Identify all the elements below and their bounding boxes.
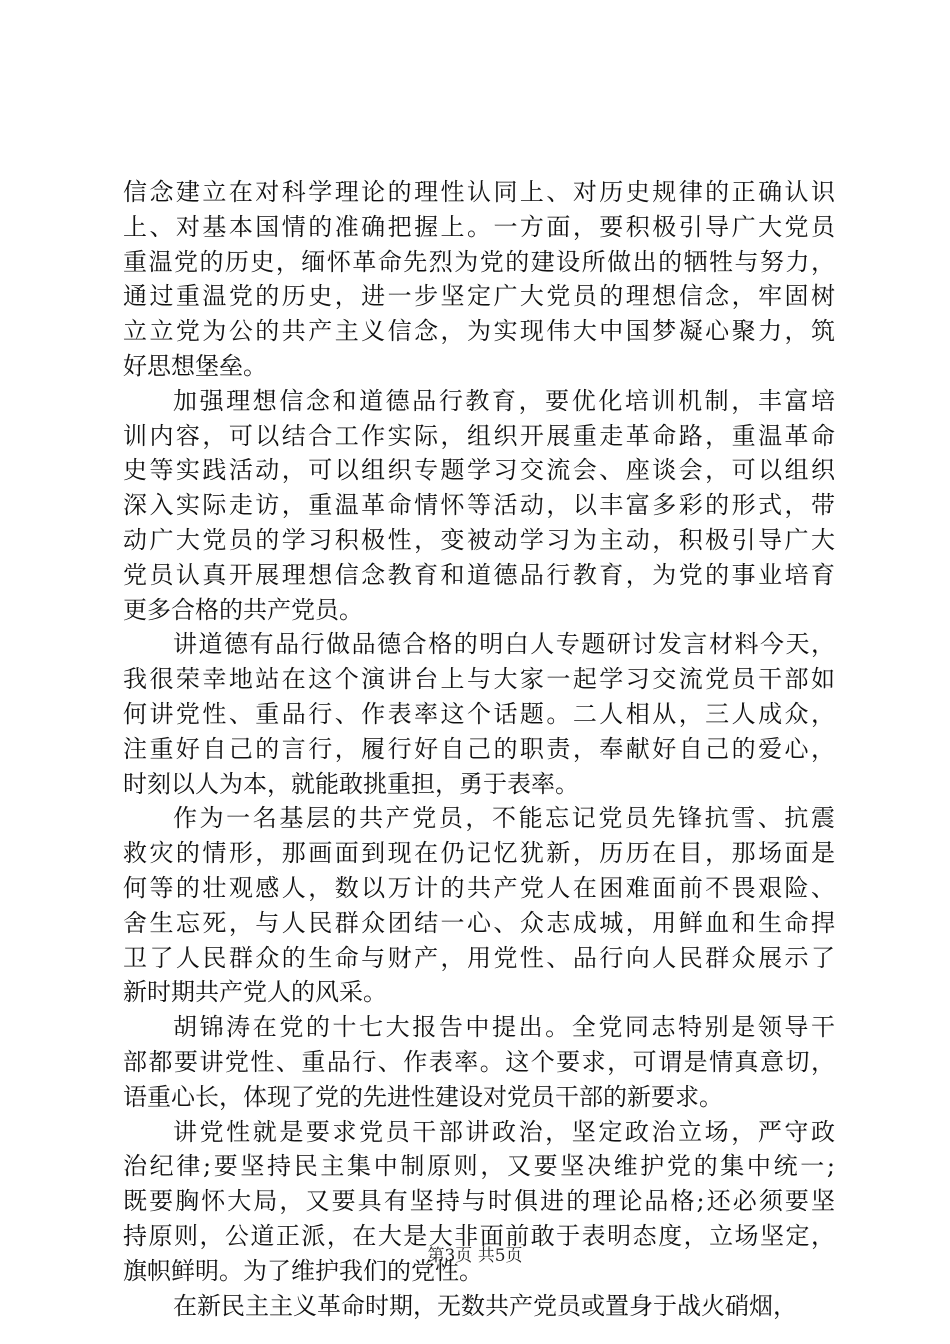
text-line: 讲道德有品行做品德合格的明白人专题研讨发言材料今天， (173, 630, 835, 659)
text-line: 好思想堡垒。 (123, 351, 267, 380)
paragraph (123, 1289, 835, 1324)
text-line: 训内容，可以结合工作实际，组织开展重走革命路，重温革命 (123, 421, 835, 450)
text-line: 讲党性就是要求党员干部讲政治，坚定政治立场，严守政 (173, 1117, 835, 1146)
text-line: 注重好自己的言行，履行好自己的职责，奉献好自己的爱心， (123, 734, 835, 763)
text-line: 治纪律;要坚持民主集中制原则，又要坚决维护党的集中统一; (123, 1152, 835, 1181)
text-line: 深入实际走访，重温革命情怀等活动，以丰富多彩的形式，带 (123, 491, 835, 520)
page-number: 第3页 共5页 (427, 1246, 523, 1266)
text-line: 卫了人民群众的生命与财产，用党性、品行向人民群众展示了 (123, 943, 835, 972)
text-line: 何讲党性、重品行、作表率这个话题。二人相从，三人成众， (123, 699, 835, 728)
text-line: 持原则，公道正派，在大是大非面前敢于表明态度，立场坚定， (123, 1221, 835, 1250)
text-line: 我很荣幸地站在这个演讲台上与大家一起学习交流党员干部如 (123, 665, 835, 694)
text-line: 旗帜鲜明。为了维护我们的党性。 (123, 1256, 483, 1285)
text-line: 胡锦涛在党的十七大报告中提出。全党同志特别是领导干 (173, 1013, 835, 1042)
text-line: 信念建立在对科学理论的理性认同上、对历史规律的正确认识 (123, 178, 835, 206)
text-line: 上、对基本国情的准确把握上。一方面，要积极引导广大党员 (123, 212, 835, 241)
text-line: 更多合格的共产党员。 (123, 595, 363, 624)
paragraph (123, 801, 835, 1010)
text-line: 舍生忘死，与人民群众团结一心、众志成城，用鲜血和生命捍 (123, 908, 835, 937)
paragraph (123, 175, 835, 384)
text-line: 时刻以人为本，就能敢挑重担，勇于表率。 (123, 769, 579, 798)
text-line: 部都要讲党性、重品行、作表率。这个要求，可谓是情真意切， (123, 1047, 835, 1076)
text-line: 何等的壮观感人，数以万计的共产党人在困难面前不畏艰险、 (123, 873, 835, 902)
text-line: 救灾的情形，那画面到现在仍记忆犹新，历历在目，那场面是 (123, 839, 835, 868)
paragraph (123, 627, 835, 801)
document-body (123, 175, 835, 1323)
paragraph (123, 384, 835, 628)
text-line: 既要胸怀大局，又要具有坚持与时俱进的理论品格;还必须要坚 (123, 1187, 835, 1216)
text-line: 新时期共产党人的风采。 (123, 978, 387, 1007)
text-line: 通过重温党的历史，进一步坚定广大党员的理想信念，牢固树 (123, 282, 835, 311)
text-line: 史等实践活动，可以组织专题学习交流会、座谈会，可以组织 (123, 456, 835, 485)
text-line: 立立党为公的共产主义信念，为实现伟大中国梦凝心聚力，筑 (123, 317, 835, 346)
paragraph (123, 1010, 835, 1114)
text-line: 党员认真开展理想信念教育和道德品行教育，为党的事业培育 (123, 560, 835, 589)
text-line: 语重心长，体现了党的先进性建设对党员干部的新要求。 (123, 1082, 723, 1111)
text-line: 作为一名基层的共产党员，不能忘记党员先锋抗雪、抗震 (173, 804, 835, 833)
text-line: 重温党的历史，缅怀革命先烈为党的建设所做出的牺牲与努力， (123, 247, 835, 276)
page-footer (0, 1244, 950, 1268)
text-line: 动广大党员的学习积极性，变被动学习为主动，积极引导广大 (123, 525, 835, 554)
text-line: 在新民主主义革命时期，无数共产党员或置身于战火硝烟， (173, 1291, 797, 1320)
text-line: 加强理想信念和道德品行教育，要优化培训机制，丰富培 (173, 386, 835, 415)
